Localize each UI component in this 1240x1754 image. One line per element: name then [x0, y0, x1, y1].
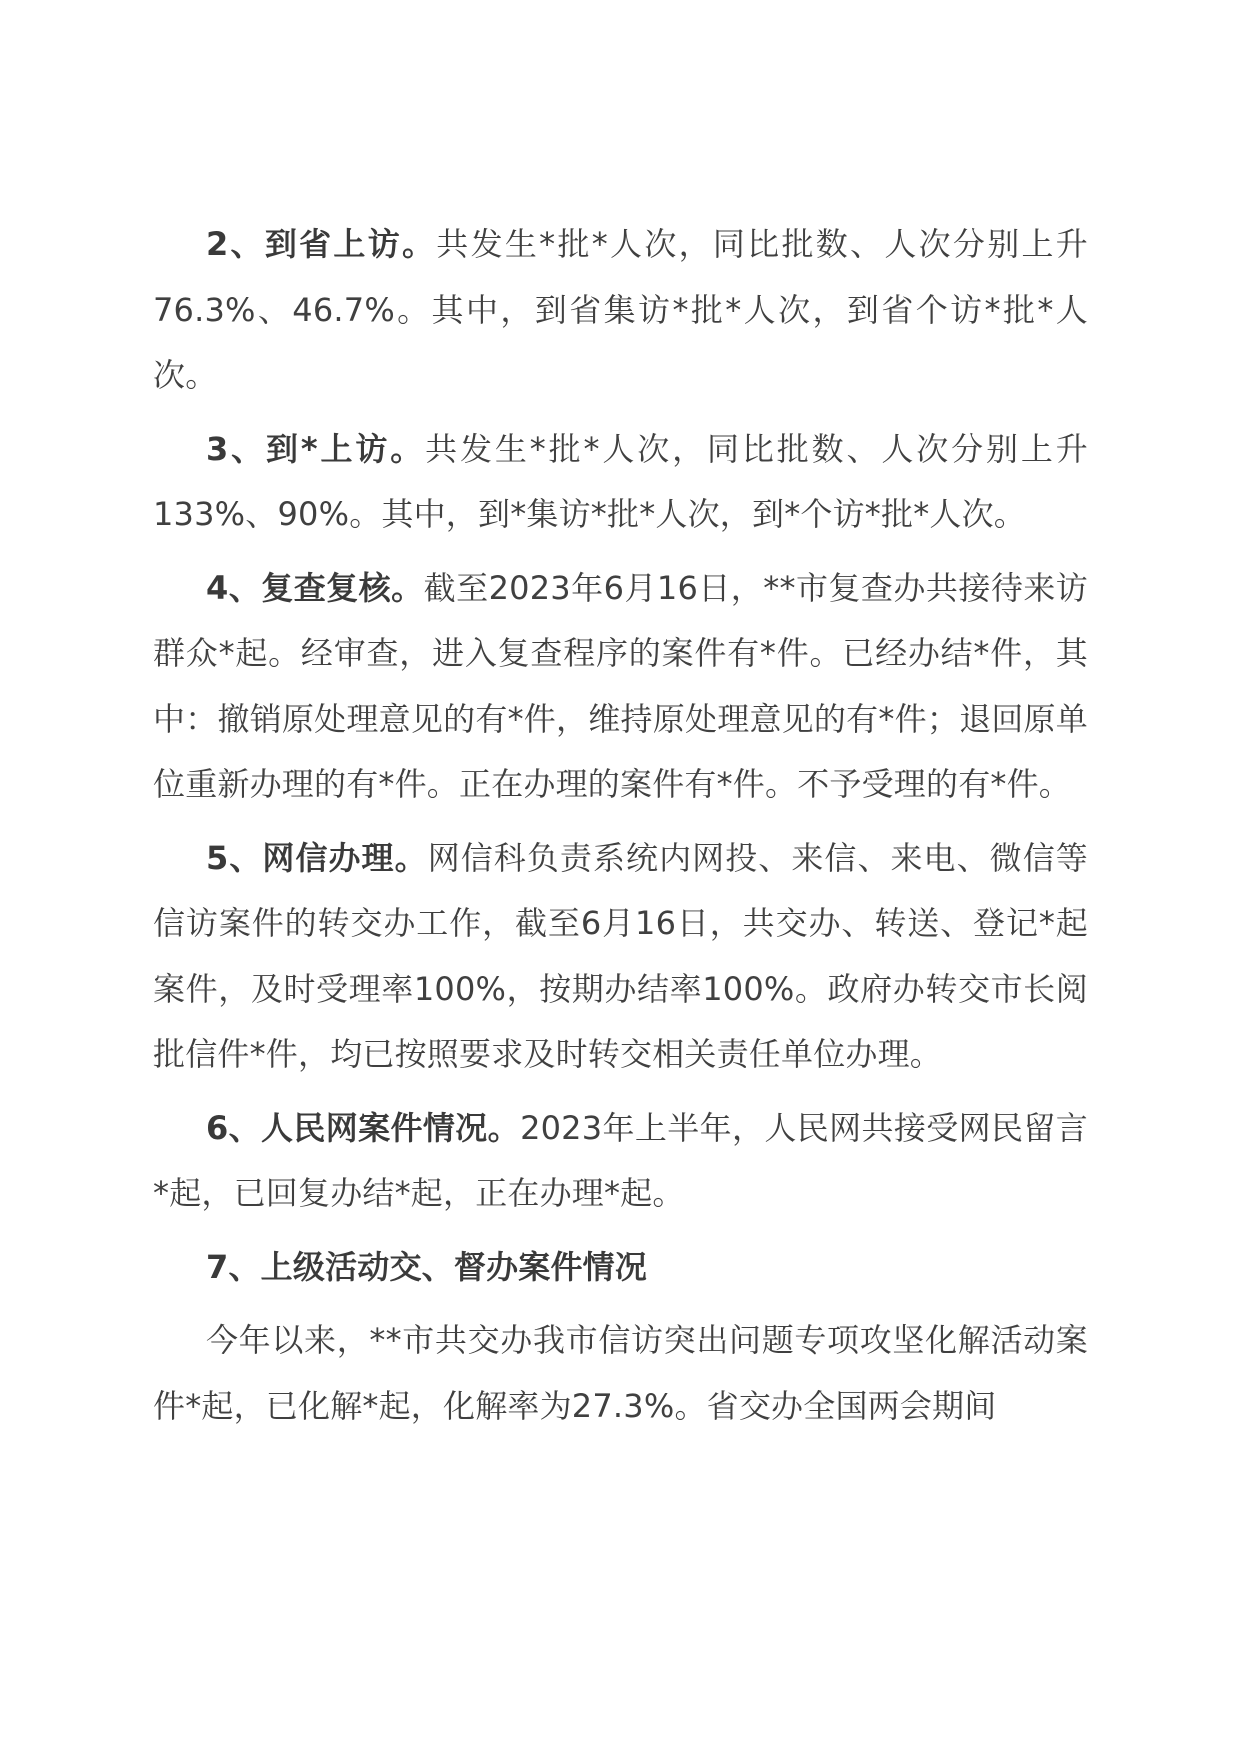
paragraph-peoples-net-cases — [153, 1096, 1088, 1227]
document-body — [153, 212, 1088, 1447]
paragraph-online-handling — [153, 826, 1088, 1088]
paragraph-text: 今年以来，**市共交办我市信访突出问题专项攻坚化解活动案件*起，已化解*起，化解率为27.3%。省交办全国两会期间 — [153, 1321, 1088, 1425]
paragraph-heading: 4、复查复核。 — [206, 568, 424, 607]
paragraph-heading: 3、到*上访。 — [206, 429, 426, 468]
paragraph-heading: 7、上级活动交、督办案件情况 — [206, 1247, 648, 1286]
paragraph-supervised-cases-body — [153, 1308, 1088, 1439]
paragraph-provincial-petition — [153, 212, 1088, 409]
paragraph-text: 2023年上半年，人民网共接受网民留言*起，已回复办结*起，正在办理*起。 — [153, 1108, 1088, 1212]
paragraph-text: 截至2023年6月16日，**市复查办共接待来访群众*起。经审查，进入复查程序的案件有*件。已经办结*件，其中：撤销原处理意见的有*件，维持原处理意见的有*件；退回原单位重新办理的有*件。正在办理的案件有*件。不予受理的有*件。 — [153, 568, 1088, 803]
paragraph-supervised-cases-heading — [153, 1235, 1088, 1301]
paragraph-city-petition — [153, 417, 1088, 548]
paragraph-heading: 5、网信办理。 — [206, 838, 428, 877]
paragraph-heading: 6、人民网案件情况。 — [206, 1108, 521, 1147]
paragraph-text: 共发生*批*人次，同比批数、人次分别上升76.3%、46.7%。其中，到省集访*批*人次，到省个访*批*人次。 — [153, 225, 1088, 394]
paragraph-heading: 2、到省上访。 — [206, 225, 437, 263]
paragraph-text: 共发生*批*人次，同比批数、人次分别上升133%、90%。其中，到*集访*批*人次，到*个访*批*人次。 — [153, 429, 1088, 533]
paragraph-text: 网信科负责系统内网投、来信、来电、微信等信访案件的转交办工作，截至6月16日，共交办、转送、登记*起案件，及时受理率100%，按期办结率100%。政府办转交市长阅批信件*件，均已按照要求及时转交相关责任单位办理。 — [153, 838, 1088, 1073]
paragraph-review — [153, 556, 1088, 818]
